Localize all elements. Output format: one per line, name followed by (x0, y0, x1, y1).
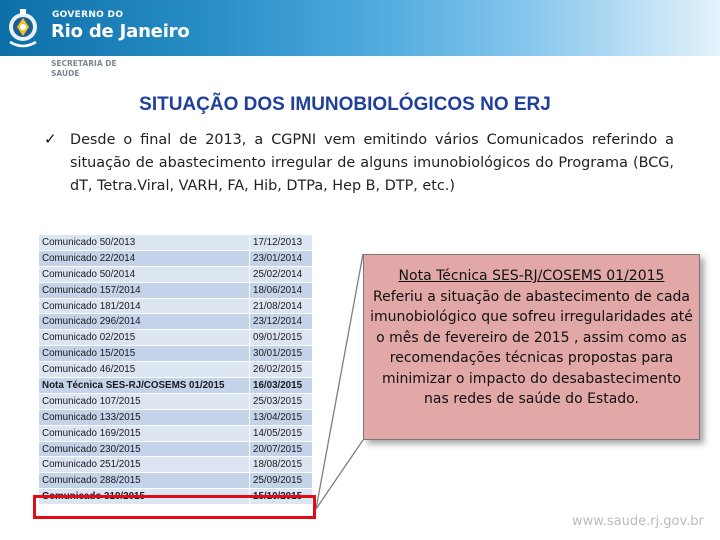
table-row (39, 457, 313, 473)
row-name: Comunicado 157/2014 (39, 282, 250, 298)
row-date: 14/05/2015 (250, 425, 313, 441)
table-row (39, 266, 313, 282)
table-row (39, 330, 313, 346)
table-row (39, 282, 313, 298)
slide-title: SITUAÇÃO DOS IMUNOBIOLÓGICOS NO ERJ (139, 94, 551, 115)
secretaria-line1: SECRETARIA DE (51, 59, 117, 68)
connector-line-bottom (316, 440, 363, 509)
note-body: Referiu a situação de abastecimento de cada imunobiológico que sofreu irregularidades até o mês de fevereiro de 2015 , assim como as recomendações técnicas propostas para minimizar o impacto do desabastecimento nas redes de saúde do Estado. (370, 288, 693, 407)
row-name: Comunicado 133/2015 (39, 409, 250, 425)
row-name: Comunicado 46/2015 (39, 362, 250, 378)
row-name: Comunicado 251/2015 (39, 457, 250, 473)
row-date: 21/08/2014 (250, 298, 313, 314)
header-line1: GOVERNO DO (52, 10, 124, 20)
row-name: Comunicado 02/2015 (39, 330, 250, 346)
table-row (39, 346, 313, 362)
connector-line-top (316, 254, 363, 509)
comunicados-table (38, 234, 312, 505)
table-row (39, 314, 313, 330)
row-date: 16/03/2015 (250, 378, 313, 394)
note-title: Nota Técnica SES-RJ/COSEMS 01/2015 (398, 268, 665, 284)
row-name: Comunicado 296/2014 (39, 314, 250, 330)
row-name: Comunicado 319/2015 (39, 489, 250, 505)
checkmark-icon: ✓ (44, 130, 57, 148)
table-row (39, 362, 313, 378)
row-date: 13/04/2015 (250, 409, 313, 425)
row-date: 23/12/2014 (250, 314, 313, 330)
row-name: Comunicado 22/2014 (39, 250, 250, 266)
secretaria-line2: SAÚDE (51, 69, 80, 78)
row-date: 26/02/2015 (250, 362, 313, 378)
row-date: 20/07/2015 (250, 441, 313, 457)
row-date: 17/12/2013 (250, 235, 313, 251)
row-date: 23/01/2014 (250, 250, 313, 266)
row-date: 09/01/2015 (250, 330, 313, 346)
row-name: Comunicado 169/2015 (39, 425, 250, 441)
row-date: 18/06/2014 (250, 282, 313, 298)
footer-url: www.saude.rj.gov.br (572, 514, 704, 529)
row-date: 25/03/2015 (250, 393, 313, 409)
row-name: Comunicado 50/2014 (39, 266, 250, 282)
table-row (39, 409, 313, 425)
row-name: Comunicado 230/2015 (39, 441, 250, 457)
bullet-text: Desde o final de 2013, a CGPNI vem emitindo vários Comunicados referindo a situação de abastecimento irregular de alguns imunobiológicos do Programa (BCG, dT, Tetra.Viral, VARH, FA, Hib, DTPa, Hep B, DTP, etc.) (70, 132, 674, 194)
table-row (39, 425, 313, 441)
row-date: 25/02/2014 (250, 266, 313, 282)
table-row (39, 441, 313, 457)
row-name: Comunicado 50/2013 (39, 235, 250, 251)
row-name: Comunicado 15/2015 (39, 346, 250, 362)
row-name: Nota Técnica SES-RJ/COSEMS 01/2015 (39, 378, 250, 394)
row-date: 25/09/2015 (250, 473, 313, 489)
row-name: Comunicado 181/2014 (39, 298, 250, 314)
table-row (39, 393, 313, 409)
nota-tecnica-callout (363, 254, 700, 440)
highlight-box (33, 495, 316, 519)
header-state-name: Rio de Janeiro (51, 21, 190, 42)
table-row (39, 235, 313, 251)
row-date: 18/08/2015 (250, 457, 313, 473)
row-name: Comunicado 288/2015 (39, 473, 250, 489)
row-name: Comunicado 107/2015 (39, 393, 250, 409)
table-row (39, 378, 313, 394)
row-date: 15/10/2015 (250, 489, 313, 505)
table-row (39, 473, 313, 489)
row-date: 30/01/2015 (250, 346, 313, 362)
table-row (39, 250, 313, 266)
table-row (39, 298, 313, 314)
